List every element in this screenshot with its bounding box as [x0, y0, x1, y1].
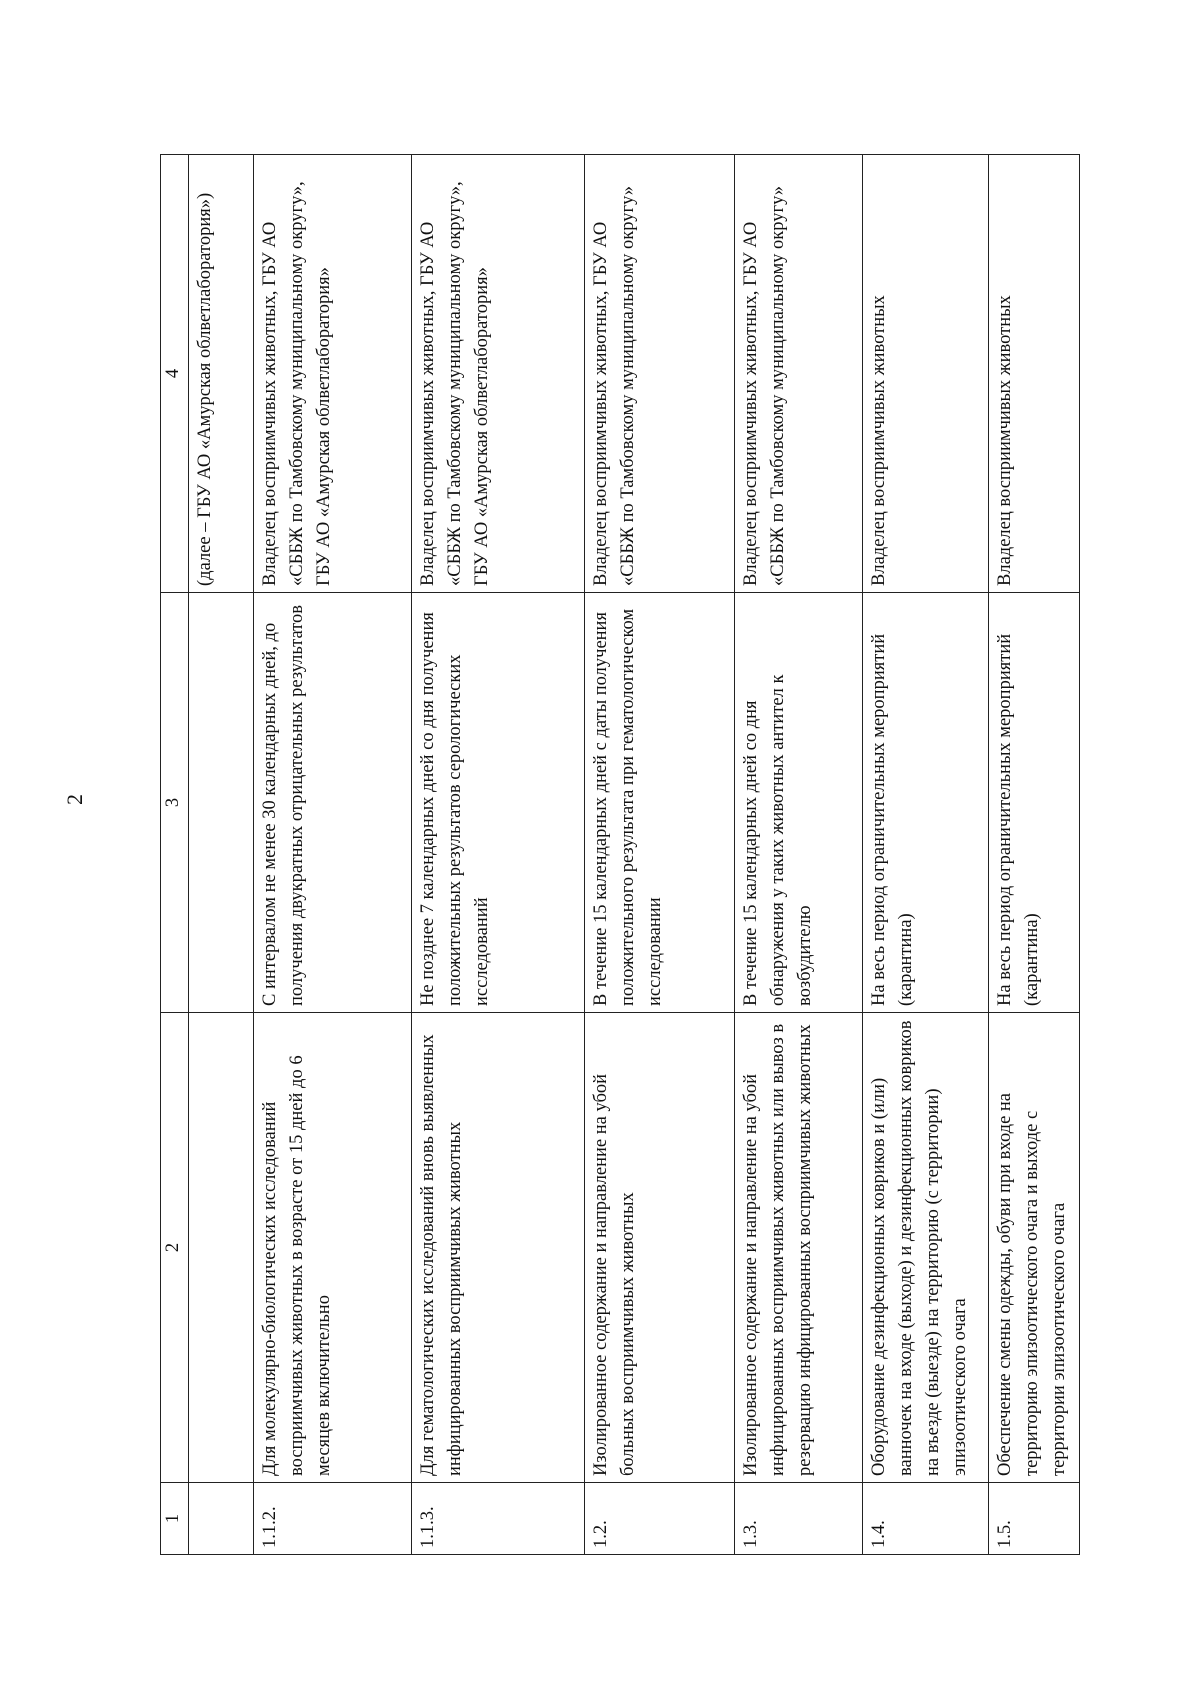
- header-cell-3: 3: [161, 593, 189, 1013]
- row-term: С интервалом не менее 30 календарных дней, до получения двукратных отрицательных результатов: [253, 593, 411, 1013]
- continuation-responsible-cell: (далее – ГБУ АО «Амурская облветлаборатория»): [188, 155, 253, 593]
- table-row: [253, 155, 411, 1555]
- row-measure: Для гематологических исследований вновь выявленных инфицированных восприимчивых животных: [412, 1013, 585, 1483]
- continuation-measure-cell: [188, 1013, 253, 1483]
- row-term: Не позднее 7 календарных дней со дня получения положительных результатов серологических исследований: [412, 593, 585, 1013]
- row-number: 1.5.: [989, 1483, 1080, 1555]
- row-responsible: Владелец восприимчивых животных, ГБУ АО «СББЖ по Тамбовскому муниципальному округу»: [585, 155, 735, 593]
- row-responsible: Владелец восприимчивых животных, ГБУ АО «СББЖ по Тамбовскому муниципальному округу», ГБУ АО «Амурская облветлаборатория»: [253, 155, 411, 593]
- row-number: 1.2.: [585, 1483, 735, 1555]
- row-measure: Изолированное содержание и направление на убой больных восприимчивых животных: [585, 1013, 735, 1483]
- row-measure: Обеспечение смены одежды, обуви при входе на территорию эпизоотического очага и выходе с территории эпизоотического очага: [989, 1013, 1080, 1483]
- page-number: 2: [62, 794, 87, 805]
- continuation-num-cell: [188, 1483, 253, 1555]
- rotated-table-container: [160, 155, 1080, 1555]
- header-cell-2: 2: [161, 1013, 189, 1483]
- table-row: [989, 155, 1080, 1555]
- row-number: 1.3.: [734, 1483, 862, 1555]
- table-header-row: [161, 155, 189, 1555]
- row-measure: Оборудование дезинфекционных ковриков и (или) ванночек на входе (выходе) и дезинфекционных ковриков на въезде (выезде) на территорию (с территории) эпизоотического очага: [863, 1013, 989, 1483]
- continuation-row: [188, 155, 253, 1555]
- row-number: 1.1.2.: [253, 1483, 411, 1555]
- continuation-term-cell: [188, 593, 253, 1013]
- row-number: 1.4.: [863, 1483, 989, 1555]
- row-responsible: Владелец восприимчивых животных: [863, 155, 989, 593]
- row-measure: Для молекулярно-биологических исследований восприимчивых животных в возрасте от 15 дней до 6 месяцев включительно: [253, 1013, 411, 1483]
- table-row: [734, 155, 862, 1555]
- row-term: В течение 15 календарных дней со дня обнаружения у таких животных антител к возбудителю: [734, 593, 862, 1013]
- row-measure: Изолированное содержание и направление на убой инфицированных восприимчивых животных или вывоз в резервацию инфицированных восприимчивых животных: [734, 1013, 862, 1483]
- row-term: В течение 15 календарных дней с даты получения положительного результата при гематологическом исследовании: [585, 593, 735, 1013]
- measures-table: [160, 154, 1080, 1555]
- header-cell-4: 4: [161, 155, 189, 593]
- table-row: [585, 155, 735, 1555]
- table-row: [863, 155, 989, 1555]
- header-cell-1: 1: [161, 1483, 189, 1555]
- row-number: 1.1.3.: [412, 1483, 585, 1555]
- row-term: На весь период ограничительных мероприятий (карантина): [989, 593, 1080, 1013]
- table-row: [412, 155, 585, 1555]
- row-term: На весь период ограничительных мероприятий (карантина): [863, 593, 989, 1013]
- row-responsible: Владелец восприимчивых животных: [989, 155, 1080, 593]
- row-responsible: Владелец восприимчивых животных, ГБУ АО «СББЖ по Тамбовскому муниципальному округу»: [734, 155, 862, 593]
- row-responsible: Владелец восприимчивых животных, ГБУ АО «СББЖ по Тамбовскому муниципальному округу», ГБУ АО «Амурская облветлаборатория»: [412, 155, 585, 593]
